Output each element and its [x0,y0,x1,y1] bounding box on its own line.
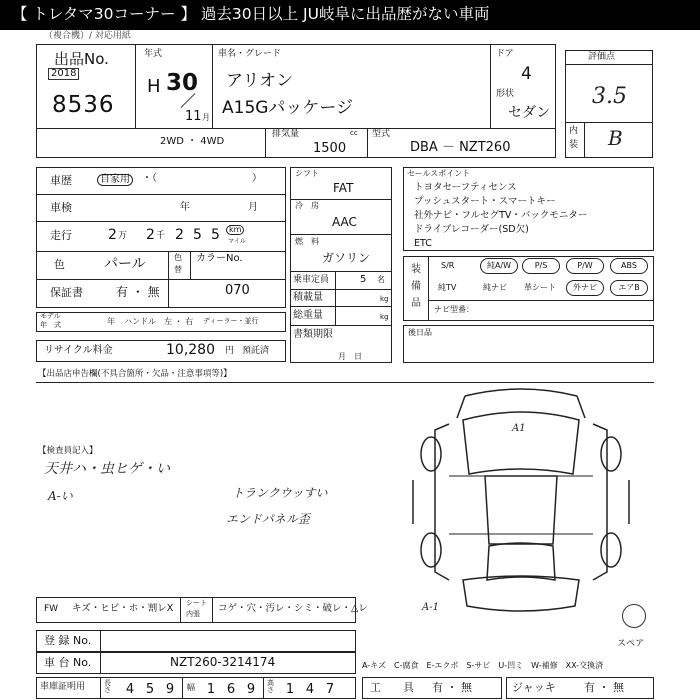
mileage-unit-mile: マイル [228,238,246,245]
load-label: 積載量 [293,292,323,303]
aftermarket-box [403,325,654,363]
sales-point-2: プッシュスタート・スマートキー [414,196,556,207]
navi-model-label: ナビ型番： [434,305,474,314]
color-no-label: カラーNo. [196,253,243,264]
certificate-label: 車庫証明用 [40,682,86,692]
equip-sr: S/R [441,261,455,270]
seller-notice-label: 【出品店申告欄(不具合箇所・欠品・注意事項等)】 [38,369,232,379]
vehicle-name: アリオン [226,71,294,91]
recycle-label: リサイクル料金 [44,345,113,356]
fuel-value: ガソリン [322,251,371,265]
damage-legend: A-キズ C-腐食 E-エクボ S-サビ U-凹ミ W-補修 XX-交換済 [362,661,604,670]
chassis-label: 車 台 No. [44,656,92,669]
spare-tire-icon [622,604,646,628]
door-label: ドア [496,49,514,59]
mileage-digit-4: 5 [193,227,202,243]
mileage-unit-man: 万 [118,231,128,241]
listing-label: 出品No. [54,50,109,68]
vehicle-grade: A15Gパッケージ [222,98,354,118]
interior-label-2: 装 [569,140,579,150]
cooling-label: 冷 房 [295,201,319,210]
recycle-amount: 10,280 [166,342,215,358]
registration-label: 登 録 No. [44,634,92,647]
cooling-value: AAC [332,215,357,229]
color-label: 色 [54,258,65,271]
month-unit: 月 [202,113,210,122]
jack-value: 有 ・ 無 [584,681,624,694]
mileage-unit-sen: 千 [156,231,166,241]
paper-note: （複合機）/ 対応用紙 [44,31,131,41]
listing-number: 8536 [52,92,115,118]
handle-side: ハンドル 左 ・ 右 [124,317,194,326]
banner-text: 【 トレタマ30コーナー 】 過去30日以上 JU岐阜に出品歴がない車両 [12,5,490,23]
name-label: 車名・グレード [218,49,282,59]
rating-label: 評価点 [588,52,616,62]
inspector-note-4: エンドパネル歪 [226,512,310,526]
aftermarket-label: 後日品 [408,328,432,337]
seat-text: コゲ・穴・汚レ・シミ・破レ・△レ [218,603,368,614]
dealer-type: ディーラー・並行 [203,317,259,325]
shift-value: FAT [333,181,354,195]
equip-airbag: エアB [610,280,648,296]
capacity-label: 乗車定員 [293,275,330,285]
seat-label-1: シート [186,599,207,607]
height-digit-3: 7 [325,682,335,697]
year-month: 11 [185,109,202,124]
length-digit-3: 9 [165,682,175,697]
height-digit-1: 1 [285,682,295,697]
width-digit-2: 6 [226,682,236,697]
equip-power-steering: P/S [522,258,560,274]
capacity-value: 5 [360,274,367,285]
displacement-value: 1500 [313,141,347,156]
mileage-unit-km: km [226,225,244,235]
fuel-label: 燃 料 [295,237,319,246]
shape-label: 形状 [496,89,515,99]
chassis-value: NZT260-3214174 [170,655,276,669]
year-value: 30 [166,70,199,96]
year-era: H [147,76,161,97]
fw-label: FW [44,604,59,614]
tools-label: 工 具 [370,681,414,694]
inspector-note-3: トランクウッすい [232,486,328,500]
inspection-label: 車検 [50,201,72,214]
color-value: パール [104,256,146,272]
width-digit-3: 9 [246,682,256,697]
door-count: 4 [521,64,532,84]
model-label: 型式 [372,129,391,139]
inspector-label: 【検査員記入】 [38,446,98,456]
history-close: ） [252,173,262,184]
color-no: 070 [225,283,250,298]
mileage-digit-3: 2 [175,227,184,243]
history-label: 車歴 [50,174,72,187]
mileage-digit-2: 2 [146,227,155,243]
tax-label: 書類期限 [293,329,333,340]
shift-label: シフト [295,169,319,178]
height-label: 高さ [267,679,274,694]
history-suffix: ・（ [142,173,157,184]
sales-point-4: ドライブレコーダー(SD欠) [414,224,529,235]
damage-mark-a1: A1 [512,423,526,434]
mileage-digit-1: 2 [108,227,117,243]
warranty-label: 保証書 [50,286,83,299]
equipment-label-1: 装 [411,264,421,275]
equipment-label-2: 備 [411,281,421,292]
color-change-2: 替 [174,265,182,274]
load-unit: kg [380,295,389,303]
width-digit-1: 1 [206,682,216,697]
gross-label: 総重量 [293,310,323,321]
sales-points [403,167,654,251]
damage-mark-a-1: A-1 [422,602,439,613]
jack-label: ジャッキ [512,681,556,694]
equip-alloy-wheels: 純A/W [480,258,518,274]
height-digit-2: 4 [305,682,315,697]
sales-point-3: 社外ナビ・フルセグTV・バックモニター [414,210,588,221]
equip-abs: ABS [610,258,648,274]
inspection-year: 年 [180,202,190,213]
equip-aftermarket-navi: 外ナビ [566,280,604,296]
seat-label-2: 内張 [186,610,200,618]
tools-value: 有 ・ 無 [432,681,472,694]
sales-points-label: セールスポイント [407,169,471,178]
equip-leather: 革シート [524,283,556,292]
history-value: 自家用 [97,174,133,186]
capacity-unit: 名 [377,275,385,284]
interior-grade: B [608,126,623,150]
model-year-label-2: 年 式 [40,321,61,329]
rating-score: 3.5 [592,84,627,109]
equip-power-windows: P/W [566,258,604,274]
car-damage-diagram [405,384,637,622]
drive-options: 2WD ・ 4WD [160,136,225,147]
model-value: DBA － NZT260 [410,140,511,155]
model-year-unit: 年 [107,317,115,326]
mileage-digit-5: 5 [211,227,220,243]
length-label: 長さ [104,679,111,694]
inspection-month: 月 [248,202,258,213]
recycle-unit: 円 [225,346,235,356]
equipment-label-3: 品 [411,298,421,309]
displacement-cc: cc [350,129,358,137]
model-year-label-1: モデル [40,312,61,320]
mileage-label: 走行 [50,229,72,242]
warranty-value: 有 ・ 無 [116,285,160,299]
tax-unit: 月 日 [338,352,362,361]
fw-text: キズ・ヒビ・ホ・割レX [72,603,174,614]
equip-tv: 純TV [438,283,457,292]
listing-year-stamp: 2018 [48,68,79,80]
length-digit-1: 4 [125,682,135,697]
inspector-note-2: A-い [48,489,73,503]
spare-label: スペア [617,639,645,649]
interior-label-1: 内 [569,126,579,136]
inspector-note-1: 天井ハ・虫ヒゲ・い [44,461,170,477]
gross-unit: kg [380,313,389,321]
displacement-label: 排気量 [272,129,300,139]
length-digit-2: 5 [145,682,155,697]
recycle-note: 預託済 [242,346,270,356]
year-label: 年式 [144,49,163,59]
sales-point-1: トヨタセーフティセンス [414,182,517,193]
shape-value: セダン [508,105,551,121]
equip-genuine-navi: 純ナビ [483,283,507,292]
color-change-1: 色 [174,253,182,262]
width-label: 幅 [187,683,195,692]
sales-point-5: ETC [414,238,432,249]
